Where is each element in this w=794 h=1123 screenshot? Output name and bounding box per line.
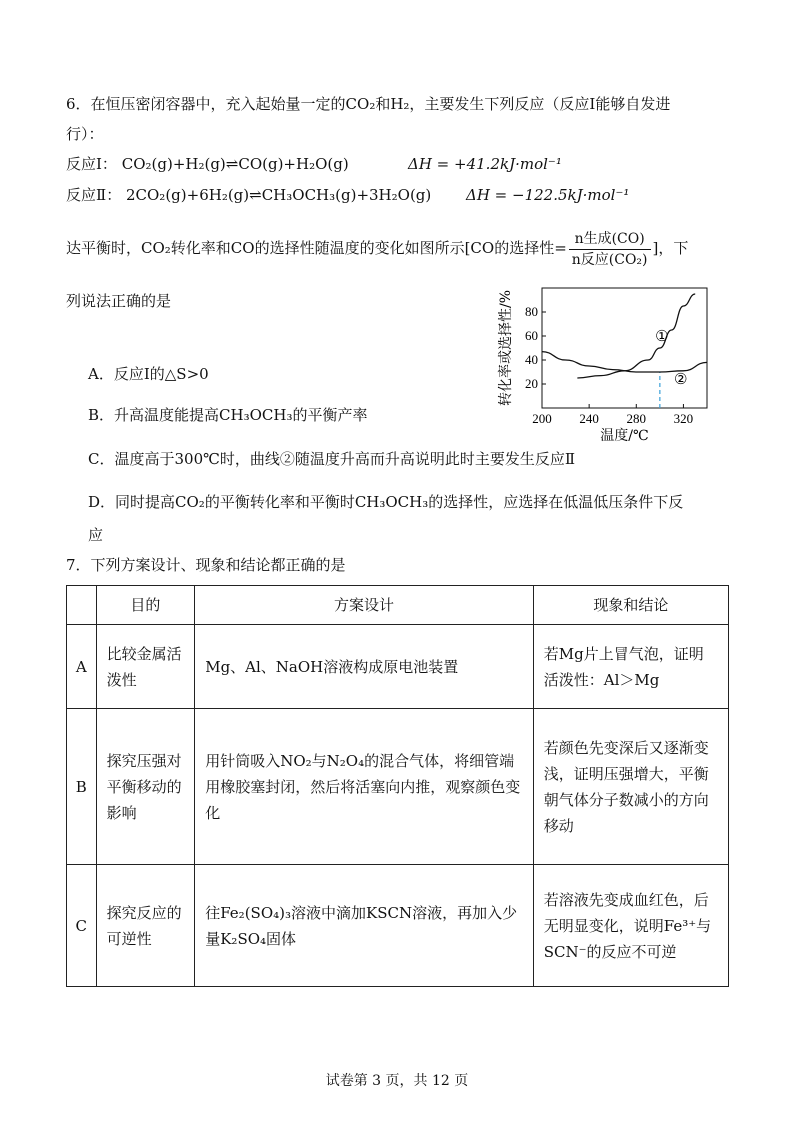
reaction-1-equation: CO₂(g)+H₂(g)⇌CO(g)+H₂O(g)	[121, 155, 349, 173]
series-1-line	[577, 294, 695, 378]
selectivity-denominator: n反应(CO₂)	[571, 251, 648, 268]
x-axis-label: 温度/℃	[600, 428, 649, 444]
row-result: 若溶液先变成血红色，后无明显变化，说明Fe³⁺与SCN⁻的反应不可逆	[533, 865, 728, 987]
y-tick-label: 40	[525, 352, 538, 367]
reaction-1-enthalpy: ΔH = +41.2kJ·mol⁻¹	[408, 155, 562, 173]
row-design: 往Fe₂(SO₄)₃溶液中滴加KSCN溶液，再加入少量K₂SO₄固体	[195, 865, 534, 987]
selectivity-text-before: 达平衡时，CO₂转化率和CO的选择性随温度的变化如图所示[CO的选择性=	[66, 239, 567, 257]
series-2-label: ②	[674, 370, 688, 388]
header-design: 方案设计	[195, 586, 534, 625]
y-tick-label: 60	[525, 328, 538, 343]
q6-chart	[492, 280, 722, 449]
table-header-row	[67, 586, 729, 625]
reaction-2-label: 反应Ⅱ：	[66, 186, 122, 204]
q6-intro-line2: 行）：	[66, 125, 104, 143]
y-tick-label: 20	[525, 376, 538, 391]
x-tick-label: 200	[532, 411, 552, 426]
q7-table	[66, 585, 729, 987]
row-purpose: 探究压强对平衡移动的影响	[96, 709, 195, 865]
row-letter: B	[67, 709, 97, 865]
selectivity-numerator: n生成(CO)	[569, 229, 651, 250]
reaction-2	[66, 185, 431, 205]
q6-question: 列说法正确的是	[66, 292, 172, 310]
option-c: C．温度高于300℃时，曲线②随温度升高而升高说明此时主要发生反应Ⅱ	[88, 450, 576, 468]
row-purpose: 探究反应的可逆性	[96, 865, 195, 987]
x-tick-label: 320	[673, 411, 694, 426]
table-row	[67, 709, 729, 865]
q7-title: 7．下列方案设计、现象和结论都正确的是	[66, 556, 346, 574]
option-d-line2: 应	[88, 526, 104, 544]
table-row	[67, 625, 729, 709]
selectivity-text-after: ]，下	[652, 239, 689, 257]
reaction-1-label: 反应Ⅰ：	[66, 155, 117, 173]
reaction-2-equation: 2CO₂(g)+6H₂(g)⇌CH₃OCH₃(g)+3H₂O(g)	[125, 186, 432, 204]
y-axis-label: 转化率或选择性/%	[498, 289, 514, 407]
header-letter	[67, 586, 97, 625]
row-result: 若颜色先变深后又逐渐变浅，证明压强增大，平衡朝气体分子数减小的方向移动	[533, 709, 728, 865]
page-footer: 试卷第 3 页，共 12 页	[325, 1073, 469, 1089]
option-b: B．升高温度能提高CH₃OCH₃的平衡产率	[88, 406, 368, 424]
q6-intro-line1: 6．在恒压密闭容器中，充入起始量一定的CO₂和H₂，主要发生下列反应（反应Ⅰ能够自发进	[66, 95, 671, 113]
row-design: Mg、Al、NaOH溶液构成原电池装置	[195, 625, 534, 709]
table-row	[67, 865, 729, 987]
x-tick-label: 280	[626, 411, 647, 426]
row-design: 用针筒吸入NO₂与N₂O₄的混合气体，将细管端用橡胶塞封闭，然后将活塞向内推，观察颜色变化	[195, 709, 534, 865]
header-purpose: 目的	[96, 586, 195, 625]
reaction-1	[66, 154, 349, 174]
selectivity-definition	[66, 228, 688, 270]
selectivity-fraction	[569, 229, 651, 270]
option-d-line1: D．同时提高CO₂的平衡转化率和平衡时CH₃OCH₃的选择性，应选择在低温低压条件下反	[88, 493, 684, 511]
header-result: 现象和结论	[533, 586, 728, 625]
x-tick-label: 240	[579, 411, 599, 426]
y-tick-label: 80	[525, 304, 538, 319]
row-letter: C	[67, 865, 97, 987]
series-1-label: ①	[655, 326, 669, 345]
conversion-selectivity-chart	[492, 280, 722, 445]
option-a: A．反应Ⅰ的△S>0	[88, 365, 209, 383]
series-2-line	[542, 352, 707, 372]
row-letter: A	[67, 625, 97, 709]
reaction-2-enthalpy: ΔH = −122.5kJ·mol⁻¹	[466, 186, 630, 204]
row-result: 若Mg片上冒气泡，证明活泼性：Al＞Mg	[533, 625, 728, 709]
row-purpose: 比较金属活泼性	[96, 625, 195, 709]
